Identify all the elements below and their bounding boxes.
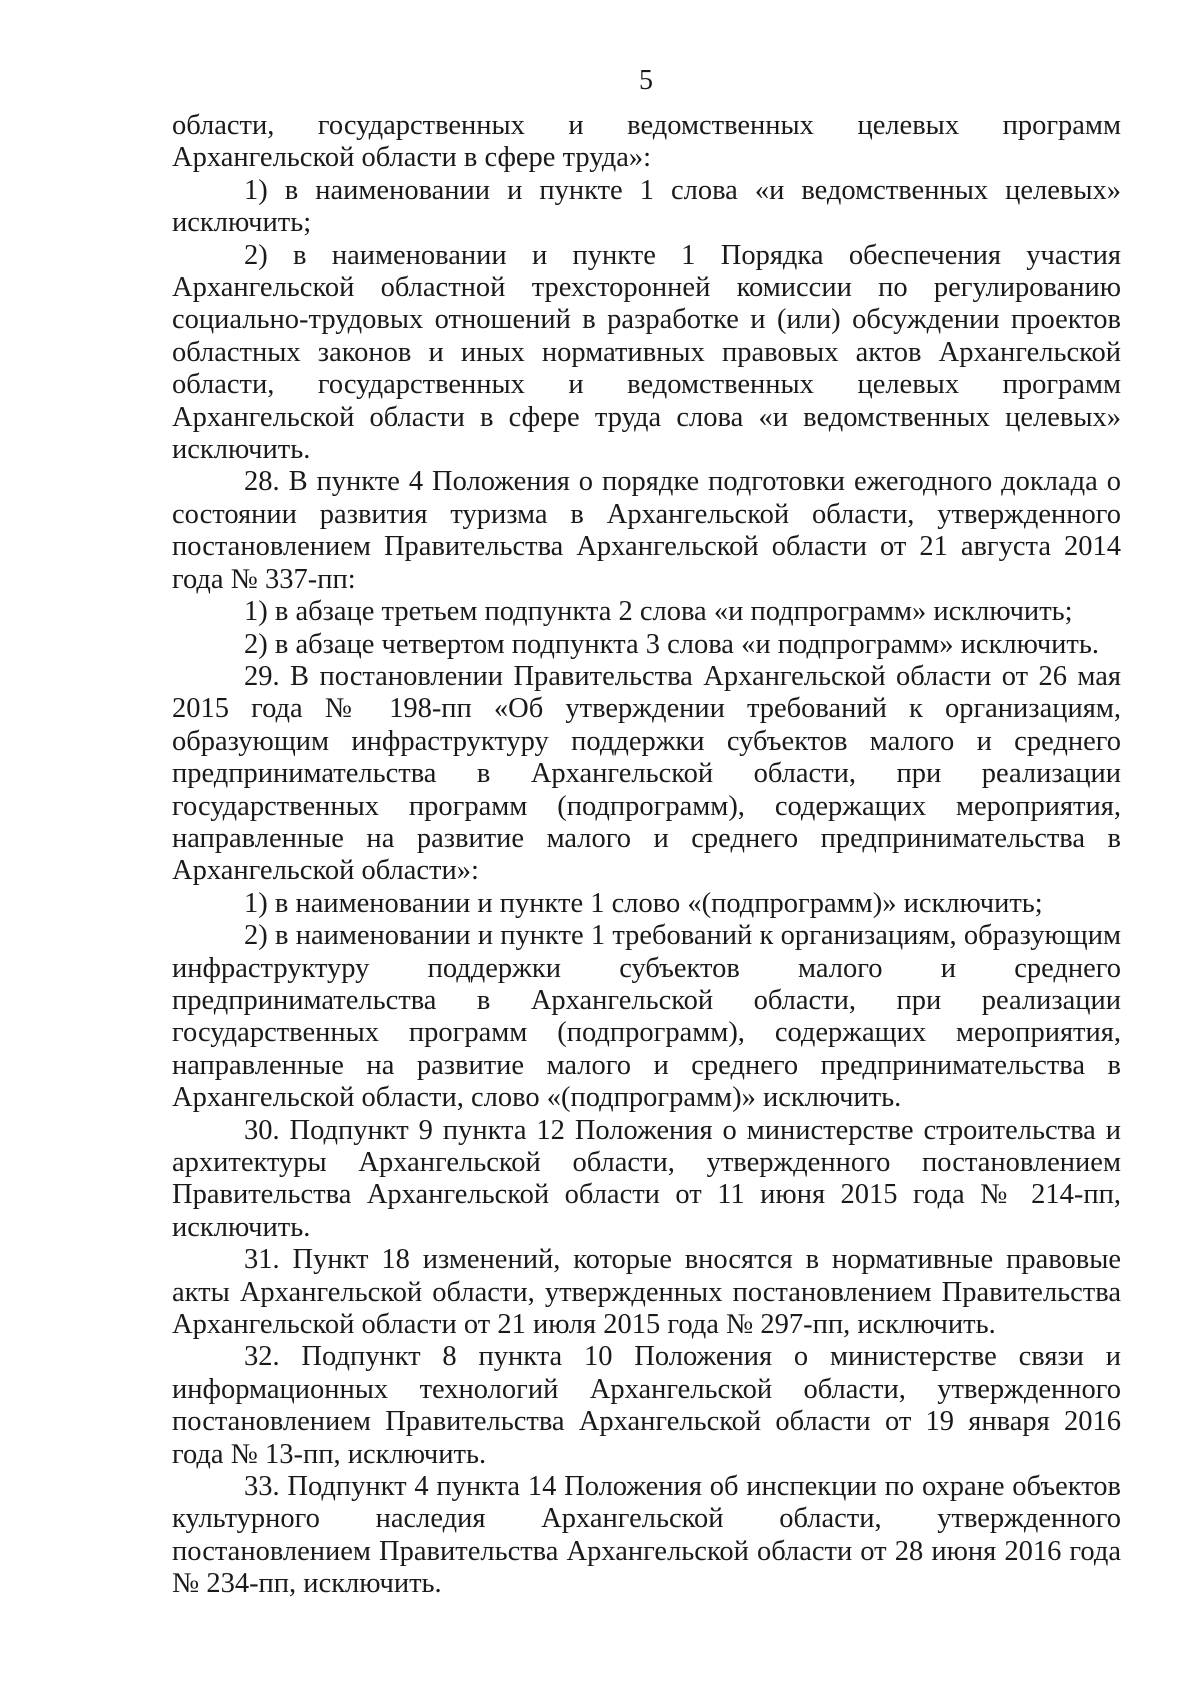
paragraph-item-28: 28. В пункте 4 Положения о порядке подготовки ежегодного доклада о состоянии развития туризма в Архангельской области, утвержденного постановлением Правительства Архангельской области от 21 августа 2014 года № 337-пп: — [172, 466, 1121, 595]
paragraph-item-28-sub-2: 2) в абзаце четвертом подпункта 3 слова «и подпрограмм» исключить. — [244, 628, 1099, 660]
document-body — [172, 110, 1121, 1601]
paragraph-subitem-2: 2) в наименовании и пункте 1 Порядка обеспечения участия Архангельской областной трехсторонней комиссии по регулированию социально-трудовых отношений в разработке и (или) обсуждении проектов областных законов и иных нормативных правовых актов Архангельской области, государственных и ведомственных целевых программ Архангельской области в сфере труда слова «и ведомственных целевых» исключить. — [172, 239, 1121, 466]
paragraph-item-28-sub-1: 1) в абзаце третьем подпункта 2 слова «и подпрограмм» исключить; — [244, 596, 1073, 628]
paragraph-item-31: 31. Пункт 18 изменений, которые вносятся в нормативные правовые акты Архангельской области, утвержденных постановлением Правительства Архангельской области от 21 июля 2015 года № 297-пп, исключить. — [172, 1244, 1121, 1341]
paragraph-continuation: области, государственных и ведомственных целевых программ Архангельской области в сфере труда»: — [172, 110, 1121, 174]
paragraph-item-29-sub-1: 1) в наименовании и пункте 1 слово «(подпрограмм)» исключить; — [244, 887, 1043, 919]
paragraph-item-32: 32. Подпункт 8 пункта 10 Положения о министерстве связи и информационных технологий Архангельской области, утвержденного постановлением Правительства Архангельской области от 19 января 2016 года № 13-пп, исключить. — [172, 1341, 1121, 1470]
paragraph-item-29-sub-2: 2) в наименовании и пункте 1 требований к организациям, образующим инфраструктуру поддержки субъектов малого и среднего предпринимательства в Архангельской области, при реализации государственных программ (подпрограмм), содержащих мероприятия, направленные на развитие малого и среднего предпринимательства в Архангельской области, слово «(подпрограмм)» исключить. — [172, 920, 1121, 1114]
paragraph-subitem-1: 1) в наименовании и пункте 1 слова «и ведомственных целевых» исключить; — [172, 174, 1121, 239]
paragraph-item-30: 30. Подпункт 9 пункта 12 Положения о министерстве строительства и архитектуры Архангельской области, утвержденного постановлением Правительства Архангельской области от 11 июня 2015 года № 214-пп, исключить. — [172, 1114, 1121, 1243]
paragraph-item-33: 33. Подпункт 4 пункта 14 Положения об инспекции по охране объектов культурного наследия Архангельской области, утвержденного постановлением Правительства Архангельской области от 28 июня 2016 года № 234-пп, исключить. — [172, 1471, 1121, 1600]
page-number: 5 — [639, 65, 653, 96]
paragraph-item-29: 29. В постановлении Правительства Архангельской области от 26 мая 2015 года № 198-пп «Об утверждении требований к организациям, образующим инфраструктуру поддержки субъектов малого и среднего предпринимательства в Архангельской области, при реализации государственных программ (подпрограмм), содержащих мероприятия, направленные на развитие малого и среднего предпринимательства в Архангельской области»: — [172, 660, 1121, 887]
